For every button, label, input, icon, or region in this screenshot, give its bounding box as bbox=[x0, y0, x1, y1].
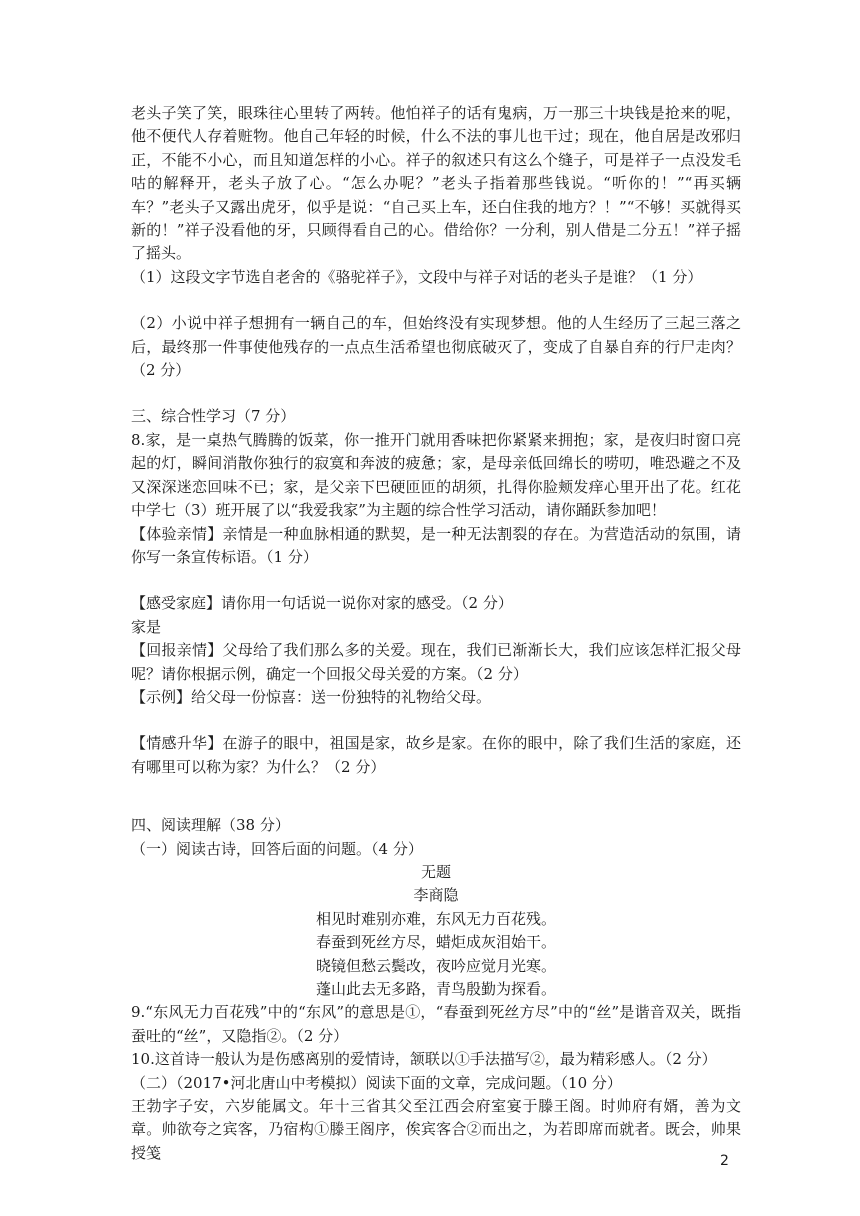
question-8-sublimate: 【情感升华】在游子的眼中，祖国是家，故乡是家。在你的眼中，除了我们生活的家庭，还有哪里可以称为家？为什么？（2 分） bbox=[131, 734, 741, 776]
question-2: （2）小说中祥子想拥有一辆自己的车，但始终没有实现梦想。他的人生经历了三起三落之后，最终那一件事使他残存的一点点生活希望也彻底破灭了，变成了自暴自弃的行尸走肉？（2 分） bbox=[131, 314, 741, 380]
question-8-example: 【示例】给父母一份惊喜：送一份独特的礼物给父母。 bbox=[131, 687, 492, 706]
question-8-repay: 【回报亲情】父母给了我们那么多的关爱。现在，我们已渐渐长大，我们应该怎样汇报父母呢？请你根据示例，确定一个回报父母关爱的方案。（2 分） bbox=[131, 641, 741, 683]
part-1-title: （一）阅读古诗，回答后面的问题。（4 分） bbox=[131, 839, 423, 858]
question-9: 9.“东风无力百花残”中的“东风”的意思是①，“春蚕到死丝方尽”中的“丝”是谐音双关，既指蚕吐的“丝”，又隐指②。（2 分） bbox=[131, 1003, 741, 1045]
part-2-title: （二）（2017•河北唐山中考模拟）阅读下面的文章，完成问题。（10 分） bbox=[131, 1073, 622, 1092]
question-10: 10.这首诗一般认为是伤感离别的爱情诗，颔联以①手法描写②，最为精彩感人。（2 分） bbox=[131, 1050, 717, 1069]
page-number: 2 bbox=[720, 1153, 729, 1169]
page-content bbox=[131, 102, 741, 1165]
answer-space bbox=[131, 382, 741, 405]
classical-passage: 王勃字子安，六岁能属文。年十三省其父至江西会府室宴于滕王阁。时帅府有婿，善为文章。帅欲夸之宾客，乃宿构①滕王阁序，俟宾客合②而出之，为若即席而就者。既会，帅果授笺 bbox=[131, 1097, 741, 1162]
section-3-title: 三、综合性学习（7 分） bbox=[131, 407, 296, 426]
poem-line: 相见时难别亦难，东风无力百花残。 bbox=[315, 909, 556, 928]
poem-line: 蓬山此去无多路，青鸟殷勤为探看。 bbox=[315, 980, 556, 998]
answer-space bbox=[131, 569, 741, 592]
question-8-feel: 【感受家庭】请你用一句话说一说你对家的感受。（2 分） bbox=[131, 594, 513, 613]
question-8-feel-prompt: 家是 bbox=[131, 617, 162, 636]
answer-space bbox=[131, 709, 741, 732]
question-8-experience: 【体验亲情】亲情是一种血脉相通的默契，是一种无法割裂的存在。为营造活动的氛围，请你写一条宣传标语。（1 分） bbox=[131, 524, 741, 566]
poem-line: 春蚕到死丝方尽，蜡炬成灰泪始干。 bbox=[315, 933, 556, 952]
poem-line: 晓镜但愁云鬓改，夜吟应觉月光寒。 bbox=[315, 956, 556, 975]
poem-title: 无题 bbox=[420, 862, 451, 881]
answer-space bbox=[131, 289, 741, 312]
poem-author: 李商隐 bbox=[413, 886, 459, 905]
section-4-title: 四、阅读理解（38 分） bbox=[131, 816, 290, 835]
question-8-intro: 8.家，是一桌热气腾腾的饭菜，你一推开门就用香味把你紧紧来拥抱；家，是夜归时窗口亮起的灯，瞬间消散你独行的寂寞和奔波的疲惫；家，是母亲低回绵长的唠叨，唯恐避之不及又深深迷恋回味不已；家，是父亲下巴硬匝匝的胡须，扎得你脸颊发痒心里开出了花。红花中学七（3）班开展了以“我爱我家”为主题的综合性学习活动，请你踊跃参加吧！ bbox=[131, 430, 741, 520]
answer-space bbox=[131, 779, 741, 814]
question-1: （1）这段文字节选自老舍的《骆驼祥子》，文段中与祥子对话的老头子是谁？（1 分） bbox=[131, 267, 703, 286]
novel-passage: 老头子笑了笑，眼珠往心里转了两转。他怕祥子的话有鬼病，万一那三十块钱是抢来的呢，他不便代人存着赃物。他自己年轻的时候，什么不法的事儿也干过；现在，他自居是改邪归正，不能不小心，而且知道怎样的小心。祥子的叙述只有这么个缝子，可是祥子一点没发毛咕的解释开，老头子放了心。“怎么办呢？”老头子指着那些钱说。“听你的！”“再买辆车？”老头子又露出虎牙，似乎是说：“自己买上车，还白住我的地方？！”“不够！买就得买新的！”祥子没看他的牙，只顾得看自己的心。借给你？一分利，别人借是二分五！”祥子摇了摇头。 bbox=[131, 104, 741, 263]
